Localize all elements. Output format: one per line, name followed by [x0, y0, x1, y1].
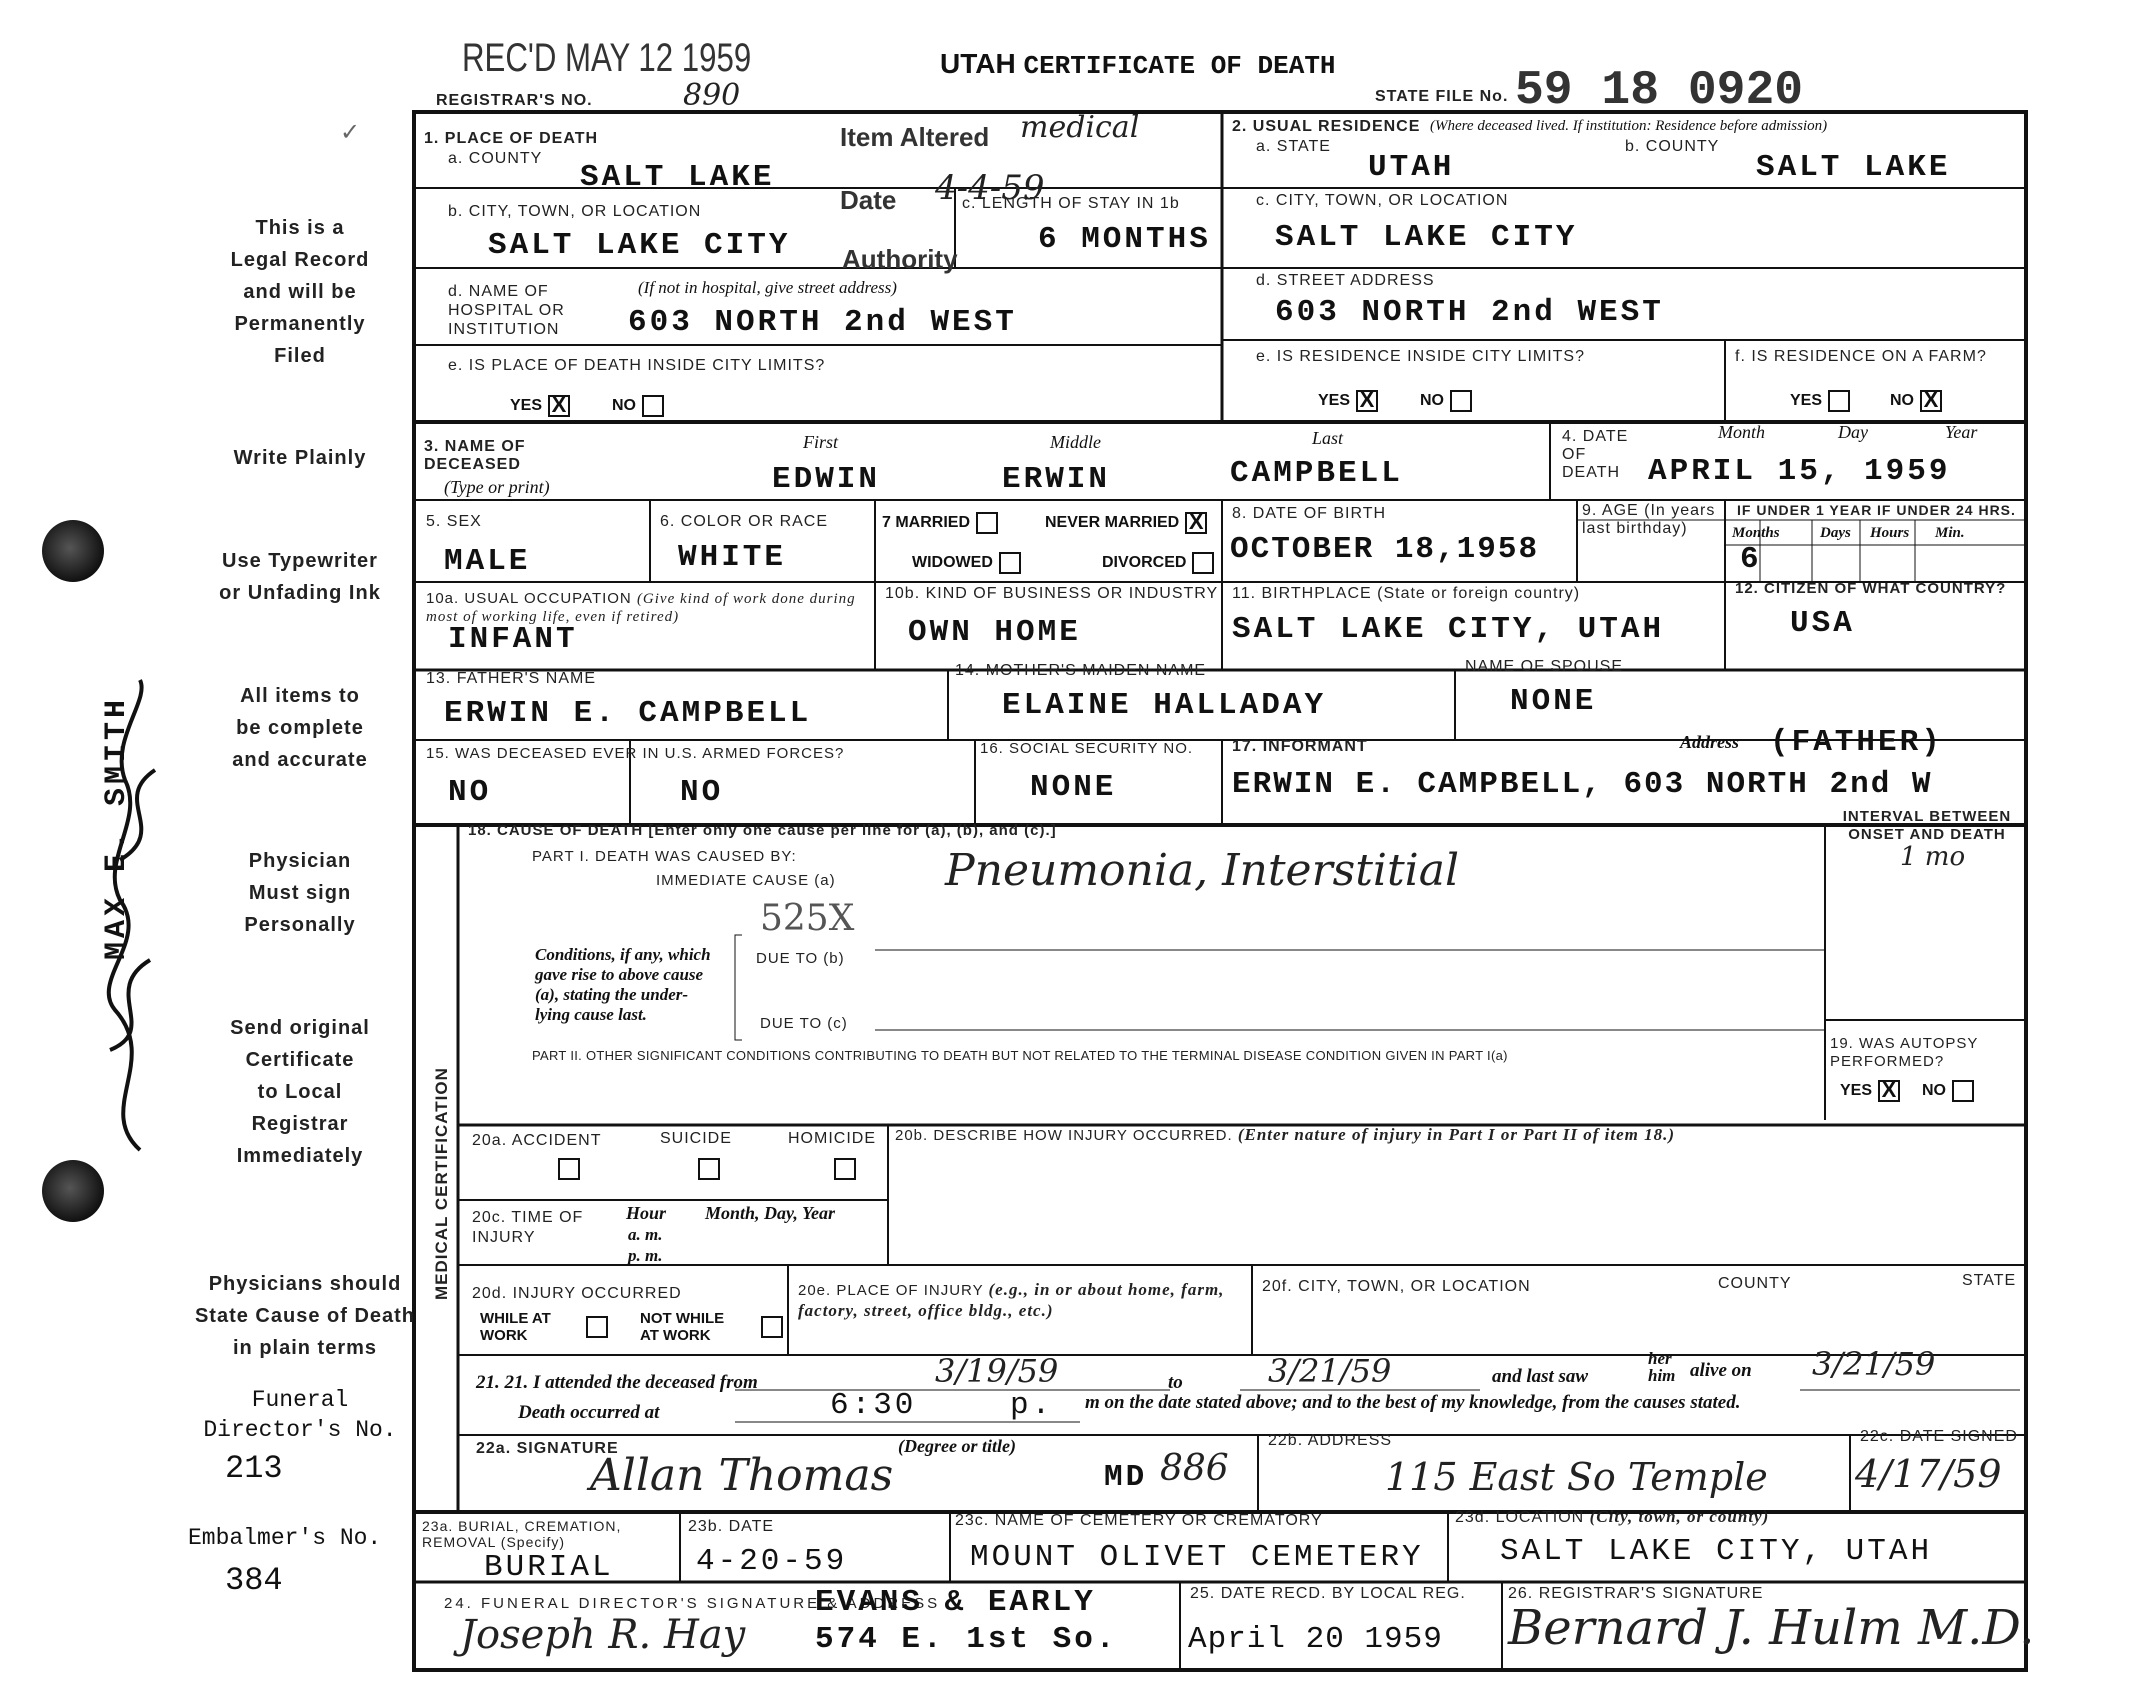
- am-label: a. m.: [628, 1225, 663, 1244]
- hours-label: Hours: [1870, 525, 1910, 541]
- sidebar-typewriter: Use Typewriter or Unfading Ink: [219, 550, 381, 604]
- funeral-name: EVANS & EARLY: [815, 1585, 1096, 1620]
- location-label: 23d. LOCATION (City, town, or county): [1455, 1507, 1770, 1526]
- res-state-value: UTAH: [1368, 150, 1455, 185]
- yes-checkbox[interactable]: [1828, 390, 1850, 412]
- degree-label: (Degree or title): [898, 1436, 1016, 1456]
- day-label: Day: [1838, 422, 1868, 442]
- widowed-label: WIDOWED: [912, 552, 1021, 574]
- cemetery-label: 23c. NAME OF CEMETERY OR CREMATORY: [955, 1512, 1323, 1529]
- sidebar-items: All items to be complete and accurate: [232, 685, 368, 771]
- embalmer-label: Embalmer's No.: [188, 1525, 382, 1551]
- date-of-death-label: 4. DATE OF DEATH: [1562, 428, 1629, 481]
- place-injury-label: 20e. PLACE OF INJURY (e.g., in or about home, farm, factory, street, office bldg., etc.): [798, 1280, 1225, 1320]
- sidebar-write: Write Plainly: [233, 447, 367, 469]
- registrar-sig-label: 26. REGISTRAR'S SIGNATURE: [1508, 1585, 1764, 1602]
- res-limits-yes[interactable]: [1318, 387, 1378, 412]
- father-label: 13. FATHER'S NAME: [426, 670, 597, 687]
- hospital-label: d. NAME OF HOSPITAL OR INSTITUTION: [448, 283, 565, 338]
- md-label: MD: [1104, 1460, 1148, 1495]
- corner-tick: ✓: [340, 119, 361, 146]
- under-one-label: IF UNDER 1 YEAR: [1737, 502, 1873, 518]
- stay-label: c. LENGTH OF STAY IN 1b: [962, 195, 1180, 212]
- deceased-name-label: 3. NAME OF DECEASED: [424, 438, 526, 473]
- year-label: Year: [1945, 422, 1978, 442]
- birthplace-label: 11. BIRTHPLACE (State or foreign country): [1232, 585, 1581, 602]
- immediate-cause-value: Pneumonia, Interstitial: [945, 845, 1460, 896]
- sidebar-legal: This is a Legal Record and will be Permanently Filed: [230, 217, 370, 367]
- occupation-label: 10a. USUAL OCCUPATION (Give kind of work done during most of working life, even if retired): [426, 590, 856, 625]
- date-stamp: Date: [840, 185, 897, 215]
- yes-label: YES: [1790, 392, 1823, 410]
- father-value: ERWIN E. CAMPBELL: [444, 696, 812, 731]
- county-col-label: COUNTY: [1718, 1275, 1792, 1292]
- physician-address: 115 East So Temple: [1385, 1455, 1768, 1499]
- signature-label: 22a. SIGNATURE: [476, 1440, 619, 1457]
- month-label: Month: [1718, 422, 1765, 442]
- ss-value: NONE: [1030, 770, 1117, 805]
- burial-date-label: 23b. DATE: [688, 1518, 775, 1535]
- funeral-director-label: Funeral Director's No.: [203, 1387, 397, 1443]
- registrar-no-label: REGISTRAR'S NO.: [436, 92, 593, 109]
- mother-label: 14. MOTHER'S MAIDEN NAME: [955, 662, 1207, 679]
- first-label: First: [803, 432, 839, 452]
- hospital-value: 603 NORTH 2nd WEST: [628, 305, 1017, 340]
- embalmer-no: 384: [225, 1562, 283, 1599]
- sidebar-state-cause: Physicians should State Cause of Death in plain terms: [194, 1273, 416, 1359]
- hospital-note: (If not in hospital, give street address): [638, 278, 897, 297]
- occupation-value: INFANT: [448, 622, 578, 657]
- date-signed-label: 22c. DATE SIGNED: [1860, 1428, 2018, 1445]
- accident-label: 20a. ACCIDENT: [472, 1132, 602, 1149]
- ss-label: 16. SOCIAL SECURITY NO.: [980, 740, 1194, 757]
- yes-checkbox[interactable]: X: [548, 395, 570, 417]
- title-state: UTAH: [940, 48, 1016, 79]
- age-label: 9. AGE (In years last birthday): [1582, 502, 1716, 537]
- res-city-value: SALT LAKE CITY: [1275, 220, 1578, 255]
- res-limits-no[interactable]: [1420, 390, 1472, 412]
- registrar-signature: Bernard J. Hulm M.D.: [1508, 1600, 2035, 1656]
- business-value: OWN HOME: [908, 615, 1081, 650]
- autopsy-yes[interactable]: YES X: [1840, 1080, 1900, 1102]
- spouse-value: NONE: [1510, 684, 1597, 719]
- autopsy-no[interactable]: NO: [1922, 1080, 1974, 1102]
- never-married-checkbox[interactable]: X: [1185, 512, 1207, 534]
- recd-value: April 20 1959: [1188, 1622, 1443, 1657]
- immediate-label: IMMEDIATE CAUSE (a): [656, 872, 836, 889]
- citizen-label: 12. CITIZEN OF WHAT COUNTRY?: [1735, 580, 2007, 597]
- funeral-address: 574 E. 1st So.: [815, 1622, 1118, 1657]
- not-while-checkbox[interactable]: [761, 1316, 783, 1338]
- first-name: EDWIN: [772, 462, 881, 497]
- mother-value: ELAINE HALLADAY: [1002, 688, 1327, 723]
- res-state-label: a. STATE: [1256, 138, 1331, 155]
- yes-label: YES: [510, 397, 543, 415]
- no-checkbox[interactable]: X: [1920, 390, 1942, 412]
- while-at-work-checkbox[interactable]: [586, 1316, 608, 1338]
- address-22b-label: 22b. ADDRESS: [1268, 1432, 1393, 1449]
- burial-label: 23a. BURIAL, CREMATION, REMOVAL (Specify): [422, 1518, 622, 1550]
- funeral-director-no: 213: [225, 1450, 283, 1487]
- death-limits-label: e. IS PLACE OF DEATH INSIDE CITY LIMITS?: [448, 357, 826, 374]
- alive-on-label: alive on: [1690, 1360, 1752, 1381]
- farm-yes[interactable]: [1790, 390, 1850, 412]
- min-label: Min.: [1935, 525, 1965, 541]
- deceased-name-sub: (Type or print): [444, 477, 550, 497]
- birth-label: 8. DATE OF BIRTH: [1232, 505, 1387, 522]
- never-married-label: NEVER MARRIED X: [1045, 512, 1207, 534]
- date-signed-value: 4/17/59: [1855, 1452, 2002, 1496]
- under-24-label: IF UNDER 24 HRS.: [1877, 502, 2016, 518]
- due-to-c: DUE TO (c): [760, 1015, 848, 1032]
- middle-label: Middle: [1050, 432, 1101, 452]
- her-him-label: her him: [1648, 1349, 1676, 1385]
- received-stamp: REC'D MAY 12 1959: [462, 36, 752, 80]
- state-file-no: 59 18 0920: [1515, 64, 1804, 118]
- state-file-label: STATE FILE No.: [1375, 88, 1509, 105]
- time-injury-label: 20c. TIME OF INJURY: [472, 1209, 584, 1246]
- authority-stamp: Authority: [842, 244, 958, 274]
- res-street-label: d. STREET ADDRESS: [1256, 272, 1435, 289]
- item-altered-hw: medical: [1020, 110, 1140, 145]
- res-county-label: b. COUNTY: [1625, 138, 1720, 155]
- occurred-label: 20d. INJURY OCCURRED: [472, 1285, 682, 1302]
- yes-label: YES: [1318, 392, 1351, 410]
- funeral-signature: Joseph R. Hay: [460, 1612, 746, 1658]
- informant-value: ERWIN E. CAMPBELL, 603 NORTH 2nd W: [1232, 767, 1933, 802]
- farm-no[interactable]: [1890, 387, 1942, 412]
- armed-value-2: NO: [680, 775, 724, 810]
- married-checkbox[interactable]: [976, 512, 998, 534]
- physician-signature: Allan Thomas: [590, 1450, 894, 1501]
- location-value: SALT LAKE CITY, UTAH: [1500, 1534, 1933, 1569]
- married-label: 7 MARRIED: [882, 512, 998, 534]
- part2-label: PART II. OTHER SIGNIFICANT CONDITIONS CONTRIBUTING TO DEATH BUT NOT RELATED TO THE TERMINAL DISEASE CONDITION GIVEN IN PART I(a): [532, 1048, 1508, 1063]
- farm-label: f. IS RESIDENCE ON A FARM?: [1735, 348, 1987, 365]
- homicide-checkbox[interactable]: [834, 1158, 856, 1180]
- sidebar-send: Send original Certificate to Local Registrar Immediately: [230, 1017, 370, 1167]
- hour-label: Hour: [626, 1203, 667, 1223]
- sidebar-physician: Physician Must sign Personally: [244, 850, 356, 936]
- part1-label: PART I. DEATH WAS CAUSED BY:: [532, 848, 797, 865]
- funeral-label: 24. FUNERAL DIRECTOR'S SIGNATURE & ADDRESS: [444, 1595, 941, 1612]
- yes-checkbox[interactable]: X: [1878, 1080, 1900, 1102]
- no-checkbox[interactable]: [1450, 390, 1472, 412]
- divorced-checkbox[interactable]: [1192, 552, 1214, 574]
- attended-label: 21. 21. I attended the deceased from: [476, 1372, 758, 1393]
- address-label: Address: [1680, 732, 1740, 752]
- days-label: Days: [1820, 525, 1851, 541]
- certificate-title: [940, 48, 1336, 81]
- date-of-death: APRIL 15, 1959: [1648, 454, 1951, 489]
- accident-checkbox[interactable]: [558, 1158, 580, 1180]
- coding-mark: 525X: [760, 898, 855, 939]
- no-checkbox[interactable]: [642, 395, 664, 417]
- county-label: a. COUNTY: [448, 150, 543, 167]
- no-checkbox[interactable]: [1952, 1080, 1974, 1102]
- no-label: NO: [1890, 392, 1914, 410]
- item-altered-stamp: Item Altered: [840, 122, 990, 152]
- place-of-death-label: 1. PLACE OF DEATH: [424, 130, 599, 147]
- injury-desc-label: 20b. DESCRIBE HOW INJURY OCCURRED. (Enter nature of injury in Part I or Part II of item 18.): [895, 1125, 1676, 1144]
- not-while-at-work[interactable]: NOT WHILE AT WORK: [640, 1310, 725, 1344]
- no-label: NO: [1420, 392, 1444, 410]
- res-street-value: 603 NORTH 2nd WEST: [1275, 295, 1664, 330]
- divorced-label: DIVORCED: [1102, 552, 1214, 574]
- last-label: Last: [1312, 428, 1344, 448]
- to-label: to: [1168, 1372, 1183, 1393]
- sex-label: 5. SEX: [426, 513, 482, 530]
- last-saw-label: and last saw: [1492, 1366, 1589, 1387]
- informant-label: 17. INFORMANT: [1232, 738, 1368, 755]
- yes-checkbox[interactable]: X: [1356, 390, 1378, 412]
- stay-value: 6 MONTHS: [1038, 222, 1211, 257]
- mdy-label: Month, Day, Year: [705, 1203, 836, 1223]
- occurred-at-label: Death occurred at: [518, 1402, 660, 1423]
- city-label: b. CITY, TOWN, OR LOCATION: [448, 203, 702, 220]
- residence-note: (Where deceased lived. If institution: Residence before admission): [1430, 118, 1828, 134]
- res-city-label: c. CITY, TOWN, OR LOCATION: [1256, 192, 1509, 209]
- death-limits-yes[interactable]: [510, 392, 570, 417]
- vertical-name: MAX E. SMITH: [100, 695, 134, 960]
- county-value: SALT LAKE: [580, 160, 775, 195]
- death-time: 6:30: [830, 1388, 917, 1423]
- death-limits-no[interactable]: [612, 395, 664, 417]
- due-to-b: DUE TO (b): [756, 950, 845, 967]
- spouse-label: NAME OF SPOUSE: [1465, 658, 1624, 675]
- recd-label: 25. DATE RECD. BY LOCAL REG.: [1190, 1585, 1466, 1602]
- medical-vertical-label: MEDICAL CERTIFICATION: [432, 1067, 451, 1300]
- date-stamp-hw: 4-4-59: [935, 168, 1045, 208]
- armed-label: 15. WAS DECEASED EVER IN U.S. ARMED FORCES?: [426, 745, 845, 762]
- autopsy-label: 19. WAS AUTOPSY PERFORMED?: [1830, 1035, 1979, 1070]
- registrar-no-value: 890: [683, 78, 741, 113]
- interval-label: INTERVAL BETWEEN ONSET AND DEATH: [1842, 808, 2012, 843]
- citizen-value: USA: [1790, 606, 1855, 641]
- birth-value: OCTOBER 18,1958: [1230, 532, 1540, 567]
- age-months-value: 6: [1740, 542, 1762, 577]
- conditions-note: Conditions, if any, which gave rise to above cause (a), stating the under-lying cause last.: [535, 945, 711, 1024]
- burial-value: BURIAL: [484, 1550, 614, 1585]
- interval-value: 1 mo: [1900, 842, 1966, 872]
- stated-label: m on the date stated above; and to the best of my knowledge, from the causes stated.: [1085, 1392, 1741, 1413]
- while-at-work[interactable]: WHILE AT WORK: [480, 1310, 551, 1344]
- burial-date: 4-20-59: [696, 1544, 848, 1579]
- title-main: CERTIFICATE OF DEATH: [1023, 51, 1336, 81]
- state-col-label: STATE: [1962, 1272, 2017, 1289]
- last-name: CAMPBELL: [1230, 456, 1403, 491]
- death-pm: p.: [1010, 1388, 1054, 1423]
- cause-label: 18. CAUSE OF DEATH [Enter only one cause per line for (a), (b), and (c).]: [468, 822, 1057, 839]
- homicide-label: HOMICIDE: [788, 1130, 876, 1147]
- city-location-label: 20f. CITY, TOWN, OR LOCATION: [1262, 1278, 1531, 1295]
- informant-relation: (FATHER): [1770, 725, 1943, 760]
- res-limits-label: e. IS RESIDENCE INSIDE CITY LIMITS?: [1256, 348, 1585, 365]
- business-label: 10b. KIND OF BUSINESS OR INDUSTRY: [885, 585, 1219, 602]
- md-number: 886: [1160, 1448, 1229, 1489]
- race-label: 6. COLOR OR RACE: [660, 513, 829, 530]
- birthplace-value: SALT LAKE CITY, UTAH: [1232, 612, 1665, 647]
- race-value: WHITE: [678, 540, 787, 575]
- widowed-checkbox[interactable]: [999, 552, 1021, 574]
- cemetery-value: MOUNT OLIVET CEMETERY: [970, 1540, 1424, 1575]
- pm-label: p. m.: [628, 1246, 663, 1265]
- months-label: Months: [1732, 525, 1780, 541]
- middle-name: ERWIN: [1002, 462, 1111, 497]
- sex-value: MALE: [444, 544, 531, 579]
- suicide-label: SUICIDE: [660, 1130, 732, 1147]
- city-value: SALT LAKE CITY: [488, 228, 791, 263]
- suicide-checkbox[interactable]: [698, 1158, 720, 1180]
- alive-date: 3/21/59: [1812, 1345, 1936, 1383]
- res-county-value: SALT LAKE: [1756, 150, 1951, 185]
- attended-from: 3/19/59: [935, 1352, 1059, 1390]
- residence-label: 2. USUAL RESIDENCE: [1232, 118, 1421, 135]
- attended-to: 3/21/59: [1268, 1352, 1392, 1390]
- no-label: NO: [612, 397, 636, 415]
- armed-value: NO: [448, 775, 492, 810]
